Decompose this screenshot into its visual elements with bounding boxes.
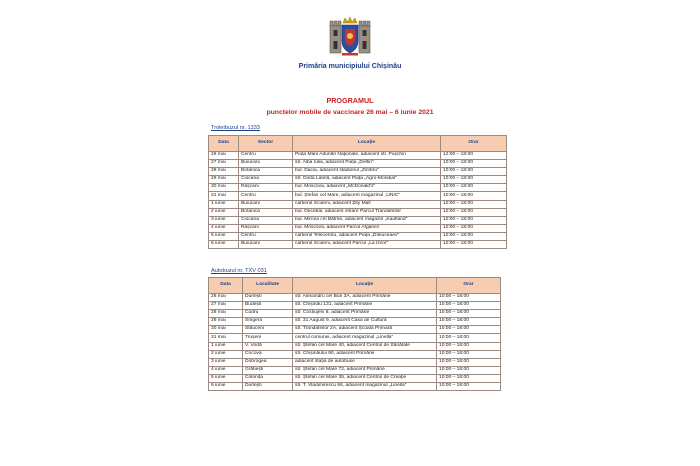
cell-place: Colonița [243,374,293,382]
cell-date: 5 iunie [209,232,239,240]
cell-location: bul. Decebal, adiacent intrare Parcul Trandafirilor [293,208,441,216]
table-row [209,224,507,232]
table-row [209,294,501,302]
cell-hours: 10:00 – 18:00 [441,241,507,249]
cell-place: Râșcani [239,184,293,192]
cell-date: 28 mai [209,310,243,318]
table-row [209,176,507,184]
cell-place: Botanica [239,168,293,176]
cell-date: 4 iunie [209,224,239,232]
table-row [209,334,501,342]
table-row [209,160,507,168]
cell-hours: 10:00 – 18:00 [437,326,501,334]
cell-place: Budești [243,302,293,310]
cell-date: 26 mai [209,152,239,160]
column-header-hours: Orar [441,136,507,152]
table-row [209,318,501,326]
cell-hours: 10:00 – 18:00 [437,302,501,310]
cell-hours: 10:00 – 18:00 [437,310,501,318]
cell-hours: 10:00 – 18:00 [441,176,507,184]
cell-place: Cricova [243,350,293,358]
chisinau-coat-of-arms-icon [329,15,371,57]
table-row [209,208,507,216]
cell-location: cartierul Sculeni, adiacent Parcul „La Izvor” [293,241,441,249]
table-row [209,184,507,192]
cell-location: str. T. Vladimirescu 66, adiacent magazinul „Linella” [293,383,437,391]
cell-date: 3 iunie [209,358,243,366]
cell-date: 30 mai [209,326,243,334]
table-row [209,366,501,374]
cell-date: 3 iunie [209,216,239,224]
cell-location: Piața Marii Adunări Naționale, adiacent str. Pușchin [293,152,441,160]
cell-place: Râșcani [239,224,293,232]
cell-location: bul. Ștefan cel Mare, adiacent magazinul „UNIC” [293,192,441,200]
table-row [209,326,501,334]
column-header-date: Data [209,136,239,152]
cell-date: 6 iunie [209,241,239,249]
cell-place: Trușeni [243,334,293,342]
cell-date: 4 iunie [209,366,243,374]
cell-hours: 10:00 – 18:00 [437,358,501,366]
cell-hours: 10:00 – 18:00 [441,184,507,192]
cell-place: Stăuceni [243,326,293,334]
table-header-row [209,136,507,152]
cell-place: Buiucani [239,200,293,208]
cell-hours: 10:00 – 18:00 [437,383,501,391]
cell-hours: 10:00 – 18:00 [437,294,501,302]
table-row [209,200,507,208]
cell-location: bul. Moscova, adiacent „McDonald's” [293,184,441,192]
cell-hours: 10:00 – 18:00 [437,350,501,358]
cell-location: cartierul Sculeni, adiacent Zity Mall [293,200,441,208]
table-row [209,241,507,249]
cell-place: Codru [243,310,293,318]
cell-place: Ciocana [239,216,293,224]
cell-date: 29 mai [209,176,239,184]
cell-hours: 10:00 – 18:00 [441,168,507,176]
cell-location: bul. Dacia, adiacent stadionul „Zimbru” [293,168,441,176]
cell-hours: 10:00 – 18:00 [437,318,501,326]
city-hall-title: Primăria municipiului Chișinău [298,63,402,70]
cell-hours: 10:00 – 18:00 [437,374,501,382]
column-header-date: Data [209,278,243,294]
cell-date: 27 mai [209,160,239,168]
cell-location: str. Alexandru cel Bun 3A, adiacent Primărie [293,294,437,302]
cell-date: 1 iunie [209,342,243,350]
cell-place: Buiucani [239,160,293,168]
cell-date: 1 iunie [209,200,239,208]
cell-hours: 10:00 – 18:00 [441,232,507,240]
cell-location: str. Chișinăului 90, adiacent Primărie [293,350,437,358]
table-row [209,232,507,240]
cell-place: Ciocana [239,176,293,184]
cell-location: str. Ștefan cel Mare 72, adiacent Primărie [293,366,437,374]
cell-place: Durlești [243,294,293,302]
cell-location: str. Alba Iulia, adiacent Piața „Delfin” [293,160,441,168]
cell-location: str. Ștefan cel Mare 40, adiacent Centrul de Sănătate [293,342,437,350]
cell-date: 26 mai [209,294,243,302]
table-row [209,358,501,366]
cell-date: 27 mai [209,302,243,310]
cell-place: Dobrogea [243,358,293,366]
cell-date: 28 mai [209,168,239,176]
cell-hours: 10:00 – 18:00 [441,200,507,208]
table-row [209,374,501,382]
cell-location: str. 31 August 9, adiacent Casa de Cultură [293,318,437,326]
column-header-locality: Localitate [243,278,293,294]
cell-location: str. Ștefan cel Mare 35, adiacent Centrul de Creație [293,374,437,382]
cell-place: Buiucani [239,241,293,249]
cell-location: str. Trandafirilor 2A, adiacent Școala Primară [293,326,437,334]
cell-date: 2 iunie [209,208,239,216]
cell-location: str. Ginta Latină, adiacent Piața „Agro-Mondial” [293,176,441,184]
cell-hours: 12:00 – 18:00 [441,152,507,160]
cell-place: Centru [239,192,293,200]
table-row [209,383,501,391]
column-header-sector: Sector [239,136,293,152]
table-row [209,302,501,310]
table-row [209,310,501,318]
cell-place: Sîngera [243,318,293,326]
cell-hours: 10:00 – 18:00 [437,366,501,374]
cell-place: V. Vodă [243,342,293,350]
cell-date: 2 iunie [209,350,243,358]
table-row [209,350,501,358]
cell-hours: 10:00 – 18:00 [441,208,507,216]
cell-place: Durlești [243,383,293,391]
cell-location: str. Chișinău 131, adiacent Primărie [293,302,437,310]
cell-location: cartierul Telecentru, adiacent Piața „Dokuceaev” [293,232,441,240]
cell-date: 5 iunie [209,374,243,382]
trolleybus-schedule-table [208,135,507,249]
cell-date: 30 mai [209,184,239,192]
cell-hours: 10:00 – 18:00 [437,342,501,350]
table-row [209,216,507,224]
cell-date: 29 mai [209,318,243,326]
bus-schedule-table [208,277,501,391]
cell-place: Botanica [239,208,293,216]
program-subtitle: punctelor mobile de vaccinare 26 mai – 6 iunie 2021 [266,109,434,116]
cell-date: 31 mai [209,192,239,200]
table-row [209,152,507,160]
cell-place: Centru [239,152,293,160]
cell-location: adiacent stația de autobuse [293,358,437,366]
cell-location: str. Costiujeni 8, adiacent Primărie [293,310,437,318]
cell-location: bul. Mircea cel Bătrân, adiacent magazin „Kaufland” [293,216,441,224]
program-title: PROGRAMUL [326,96,374,105]
column-header-location: Locație [293,136,441,152]
cell-location: centrul comunei, adiacent magazinul „Linella” [293,334,437,342]
cell-location: bul. Moscova, adiacent Parcul Afganez [293,224,441,232]
cell-place: Grătiești [243,366,293,374]
cell-hours: 10:00 – 18:00 [441,216,507,224]
cell-hours: 10:00 – 18:00 [441,192,507,200]
column-header-location: Locație [293,278,437,294]
trolleybus-section-label: Troleibuzul nr. 1333 [211,125,260,131]
cell-hours: 10:00 – 18:00 [437,334,501,342]
table-row [209,192,507,200]
cell-place: Centru [239,232,293,240]
column-header-hours: Orar [437,278,501,294]
cell-date: 31 mai [209,334,243,342]
table-row [209,342,501,350]
cell-hours: 10:00 – 18:00 [441,224,507,232]
table-header-row [209,278,501,294]
cell-hours: 10:00 – 18:00 [441,160,507,168]
cell-date: 6 iunie [209,383,243,391]
table-row [209,168,507,176]
bus-section-label: Autobuzul nr. TXV 031 [211,268,267,274]
